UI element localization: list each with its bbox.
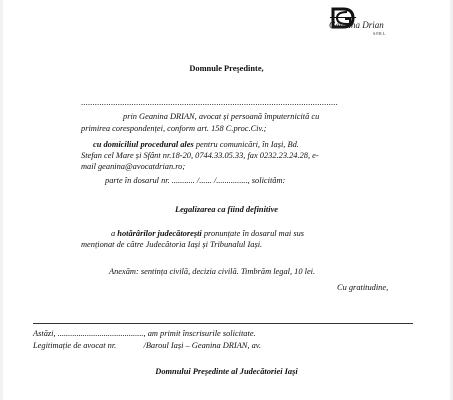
body-line-2: menționat de către Judecătoria Iași și Tribunalul Iași. bbox=[81, 240, 263, 249]
body-prefix: a bbox=[111, 229, 118, 238]
separator-line bbox=[33, 323, 413, 324]
paragraph-line-5: mail geanina@avocatdrian.ro; bbox=[81, 162, 186, 171]
court-decisions-bold: hotărârilor judecătorești bbox=[117, 229, 202, 238]
body-rest: pronunțate în dosarul mai sus bbox=[201, 229, 305, 238]
case-number-line: parte în dosarul nr. ........... /...... /..............., solicitâm: bbox=[105, 176, 286, 185]
procedural-domicile-bold: cu domiciliul procedural ales bbox=[93, 140, 194, 149]
paragraph-line-2: primirea corespondenței, conform art. 158 C.proc.Civ.; bbox=[81, 124, 267, 133]
salutation: Domnule Preşedinte, bbox=[189, 64, 264, 73]
body-line-1 bbox=[111, 229, 304, 239]
request-subject: Legalizarea ca fiind definitive bbox=[174, 205, 279, 214]
brand-suffix: S.P.R.L. bbox=[373, 31, 387, 36]
annex-line: Anexăm: sentința civilă, decizia civilă. Timbrăm legal, 10 lei. bbox=[109, 267, 316, 276]
receipt-line-1: Astăzi, ........................................., am primit înscrisurile solicitate. bbox=[33, 329, 256, 338]
procedural-domicile-rest: pentru comunicări, în Iași, Bd. bbox=[193, 140, 299, 149]
receipt-line-2: Legitimație de avocat nr. /Baroul Iași – Geanina DRIAN, av. bbox=[33, 341, 261, 350]
paragraph-line-1: prin Geanina DRIAN, avocat și persoană împuternicită cu bbox=[123, 112, 320, 121]
addressee-footer: Domnului Președinte al Judecătoriei Iași bbox=[155, 367, 298, 376]
dotted-line: ................................................................................................................ bbox=[81, 98, 338, 107]
closing-line: Cu gratitudine, bbox=[337, 283, 389, 292]
paragraph-line-3 bbox=[93, 140, 299, 150]
paragraph-line-4: Stefan cel Mare și Sfânt nr.18-20, 0744.33.05.33, fax 0232.23.24.28, e- bbox=[81, 151, 319, 160]
brand-name: Geanina Drian bbox=[329, 20, 384, 30]
document-page bbox=[3, 0, 450, 400]
